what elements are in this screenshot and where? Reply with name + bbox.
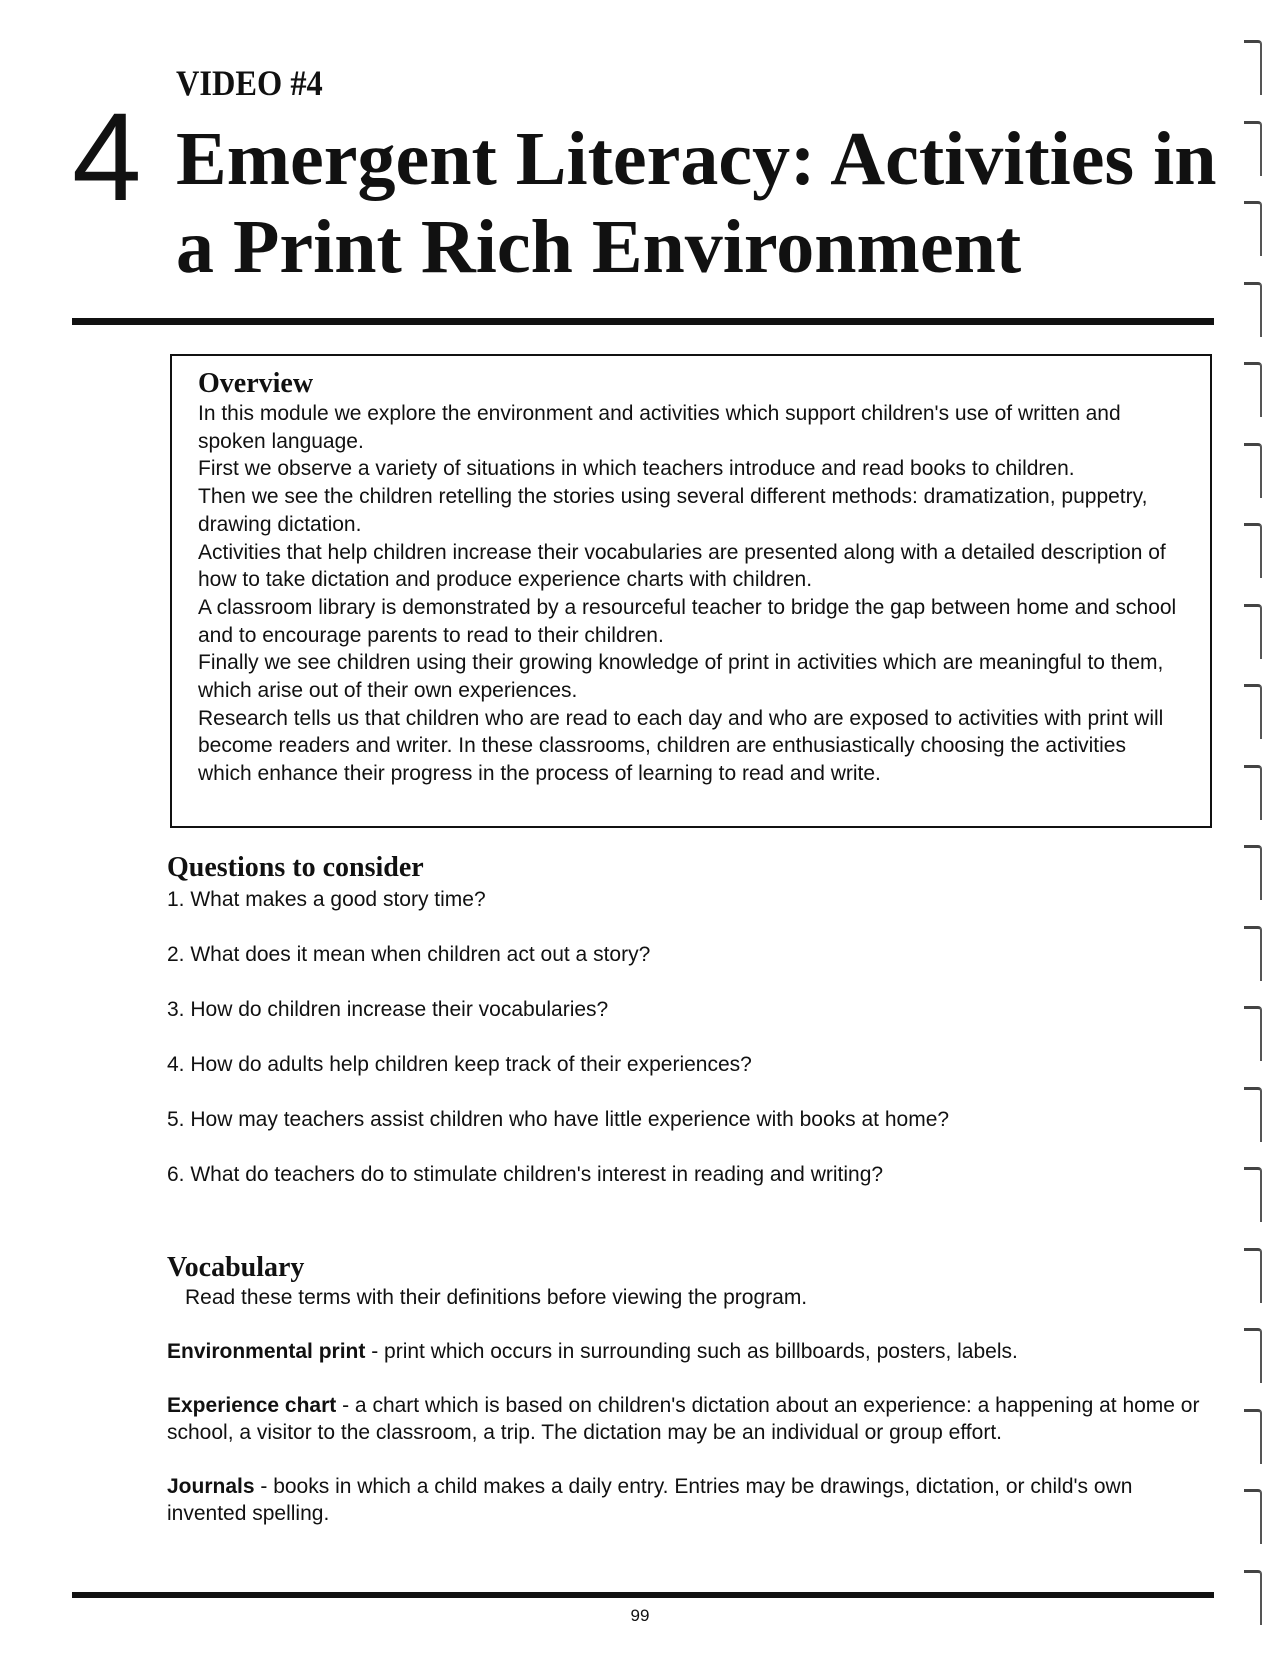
overview-paragraph: A classroom library is demonstrated by a resourceful teacher to bridge the gap between home and school and to encourage parents to read to their children. xyxy=(198,595,1177,647)
binder-ring-mark xyxy=(1244,443,1262,498)
vocabulary-heading: Vocabulary xyxy=(167,1252,305,1283)
binder-ring-mark xyxy=(1244,523,1262,578)
question-item: 2. What does it mean when children act out a story? xyxy=(167,943,651,966)
binder-ring-mark xyxy=(1244,40,1262,95)
term-definition: - print which occurs in surrounding such as billboards, posters, labels. xyxy=(365,1340,1018,1363)
overview-paragraph: Research tells us that children who are read to each day and who are exposed to activities with print will become readers and writer. In these classrooms, children are enthusiastically choosing the activities which enhance their progress in the process of learning to read and write. xyxy=(198,706,1164,786)
top-divider xyxy=(72,318,1214,325)
binder-ring-mark xyxy=(1244,845,1262,900)
question-item: 5. How may teachers assist children who have little experience with books at home? xyxy=(167,1108,950,1131)
binder-ring-mark xyxy=(1244,765,1262,820)
question-item: 4. How do adults help children keep track of their experiences? xyxy=(167,1053,752,1076)
binder-ring-mark xyxy=(1244,604,1262,659)
binder-ring-mark xyxy=(1244,1167,1262,1222)
page-number: 99 xyxy=(630,1606,650,1625)
overview-box xyxy=(170,354,1212,828)
binder-ring-mark xyxy=(1244,1489,1262,1544)
overview-heading: Overview xyxy=(198,368,314,399)
binder-ring-mark xyxy=(1244,1087,1262,1142)
overview-paragraph: Activities that help children increase their vocabularies are presented along with a detailed description of how to take dictation and produce experience charts with children. xyxy=(198,540,1166,592)
binder-ring-mark xyxy=(1244,201,1262,256)
vocabulary-intro: Read these terms with their definitions before viewing the program. xyxy=(185,1286,808,1309)
binder-ring-mark xyxy=(1244,1248,1262,1303)
binder-ring-mark xyxy=(1244,362,1262,417)
questions-section xyxy=(167,852,1227,1216)
question-item: 1. What makes a good story time? xyxy=(167,888,486,911)
term-name: Environmental print xyxy=(167,1340,366,1363)
binder-ring-mark xyxy=(1244,1328,1262,1383)
bottom-divider xyxy=(72,1592,1214,1598)
page-title: Emergent Literacy: Activities in a Print Rich Environment xyxy=(176,117,1217,289)
term-definition: - books in which a child makes a daily entry. Entries may be drawings, dictation, or child's own invented spelling. xyxy=(167,1475,1133,1525)
vocabulary-term xyxy=(167,1338,1207,1365)
chapter-number: 4 xyxy=(72,88,142,227)
binder-ring-mark xyxy=(1244,1409,1262,1464)
overview-paragraph: In this module we explore the environment and activities which support children's use of written and spoken language. xyxy=(198,402,1121,453)
binder-ring-mark xyxy=(1244,1570,1262,1625)
term-name: Journals xyxy=(167,1475,255,1498)
binder-ring-mark xyxy=(1244,684,1262,739)
question-item: 3. How do children increase their vocabularies? xyxy=(167,998,609,1021)
binder-ring-mark xyxy=(1244,121,1262,176)
binder-ring-mark xyxy=(1244,1006,1262,1061)
questions-heading: Questions to consider xyxy=(167,852,424,883)
vocabulary-term xyxy=(167,1473,1207,1527)
overview-paragraph: First we observe a variety of situations in which teachers introduce and read books to children. xyxy=(198,457,1075,481)
binder-ring-mark xyxy=(1244,926,1262,981)
overview-paragraph: Then we see the children retelling the stories using several different methods: dramatization, puppetry, drawing dictation. xyxy=(198,485,1148,536)
vocabulary-term xyxy=(167,1392,1207,1446)
term-definition: - a chart which is based on children's dictation about an experience: a happening at home or school, a visitor to the classroom, a trip. The dictation may be an individual or group effort. xyxy=(167,1394,1200,1444)
overview-paragraph: Finally we see children using their growing knowledge of print in activities which are meaningful to them, which arise out of their own experiences. xyxy=(198,651,1164,703)
vocabulary-section xyxy=(167,1252,1207,1554)
video-kicker: VIDEO #4 xyxy=(176,63,323,103)
term-name: Experience chart xyxy=(167,1394,337,1417)
question-item: 6. What do teachers do to stimulate children's interest in reading and writing? xyxy=(167,1163,884,1186)
binder-ring-mark xyxy=(1244,282,1262,337)
